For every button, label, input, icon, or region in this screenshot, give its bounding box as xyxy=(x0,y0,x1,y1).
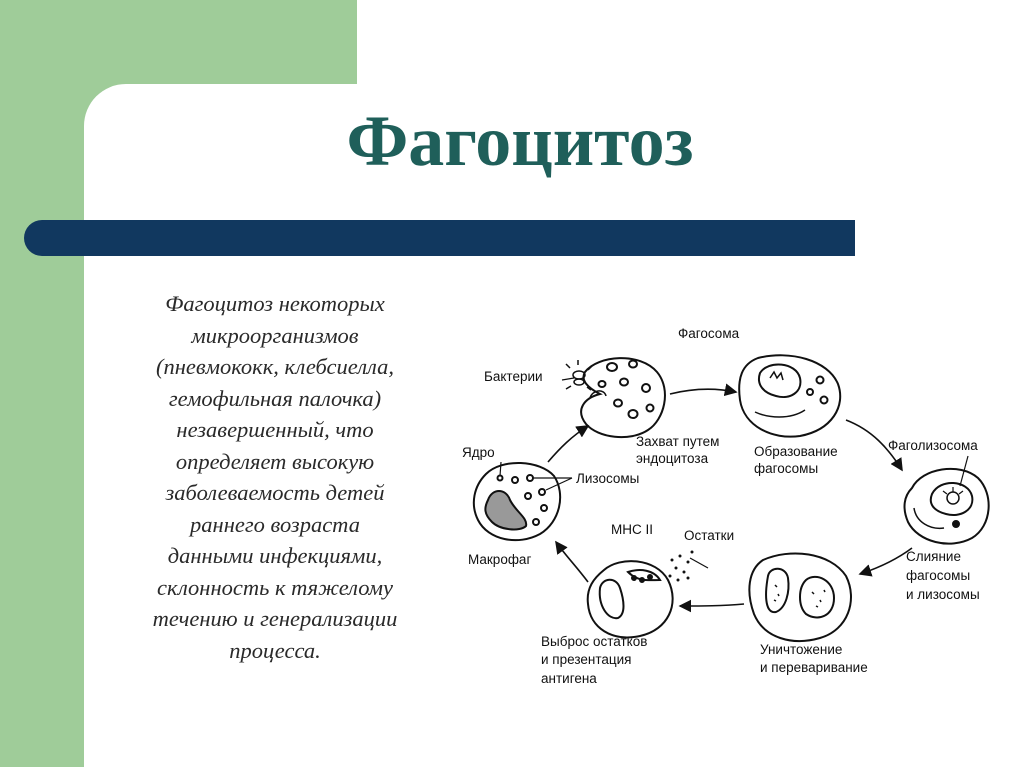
label-capture-line1: Захват путем xyxy=(636,434,720,449)
body-line: заболеваемость детей xyxy=(165,480,385,505)
label-capture-line2: эндоцитоза xyxy=(636,451,709,466)
arrow-digestion-to-presentation xyxy=(680,604,744,606)
body-line: гемофильная палочка) xyxy=(168,385,382,411)
label-release-line1: Выброс остатков xyxy=(541,634,648,649)
label-release-line3: антигена xyxy=(541,671,597,686)
remnants-dots xyxy=(669,551,694,582)
arrow-macrophage-to-capture xyxy=(548,426,588,462)
label-lysosomes: Лизосомы xyxy=(576,471,640,486)
cell-phagolysosome xyxy=(905,469,989,544)
label-nucleus: Ядро xyxy=(462,445,495,460)
cycle-arrows xyxy=(548,389,912,606)
label-formation-line1: Образование xyxy=(754,444,838,459)
body-line: процесса. xyxy=(229,637,321,663)
label-macrophage: Макрофаг xyxy=(468,552,532,567)
body-line: данными инфекциями, xyxy=(167,543,383,568)
label-destruction-line2: и переваривание xyxy=(760,660,868,675)
cell-macrophage xyxy=(474,463,560,540)
body-line: Фагоцитоз некоторых xyxy=(165,291,385,316)
body-line: течению и генерализации xyxy=(152,606,398,631)
label-phagosome: Фагосома xyxy=(678,326,740,341)
body-line: склонность к тяжелому xyxy=(157,574,393,600)
cell-capture xyxy=(581,358,665,437)
title-underline-bar xyxy=(24,220,855,256)
cell-antigen-presentation xyxy=(588,561,673,637)
label-remnants: Остатки xyxy=(684,528,735,543)
arrow-capture-to-phagosome xyxy=(670,389,736,394)
body-line: определяет высокую xyxy=(175,448,375,474)
body-line: микроорганизмов xyxy=(191,322,359,348)
phagocytosis-diagram xyxy=(455,318,1024,698)
label-mhc: МНС II xyxy=(611,522,653,537)
label-release-line2: и презентация xyxy=(541,652,632,667)
label-fusion-line3: и лизосомы xyxy=(906,587,980,602)
cell-phagosome xyxy=(739,355,840,436)
label-formation-line2: фагосомы xyxy=(754,461,819,476)
slide-title: Фагоцитоз xyxy=(346,101,694,181)
arrow-phagolysosome-to-digestion xyxy=(860,548,912,574)
slide-body-text xyxy=(100,288,450,666)
arrow-presentation-to-macrophage xyxy=(556,542,588,582)
label-fusion-line2: фагосомы xyxy=(906,568,971,583)
cell-digestion xyxy=(749,553,851,641)
label-fusion-line1: Слияние xyxy=(906,549,961,564)
body-line: (пневмококк, клебсиелла, xyxy=(156,354,394,379)
label-phagolysosome: Фаголизосома xyxy=(888,438,978,453)
label-destruction-line1: Уничтожение xyxy=(760,642,843,657)
label-bacteria: Бактерии xyxy=(484,369,543,384)
body-line: незавершенный, что xyxy=(176,417,374,442)
body-line: раннего возраста xyxy=(190,511,360,537)
